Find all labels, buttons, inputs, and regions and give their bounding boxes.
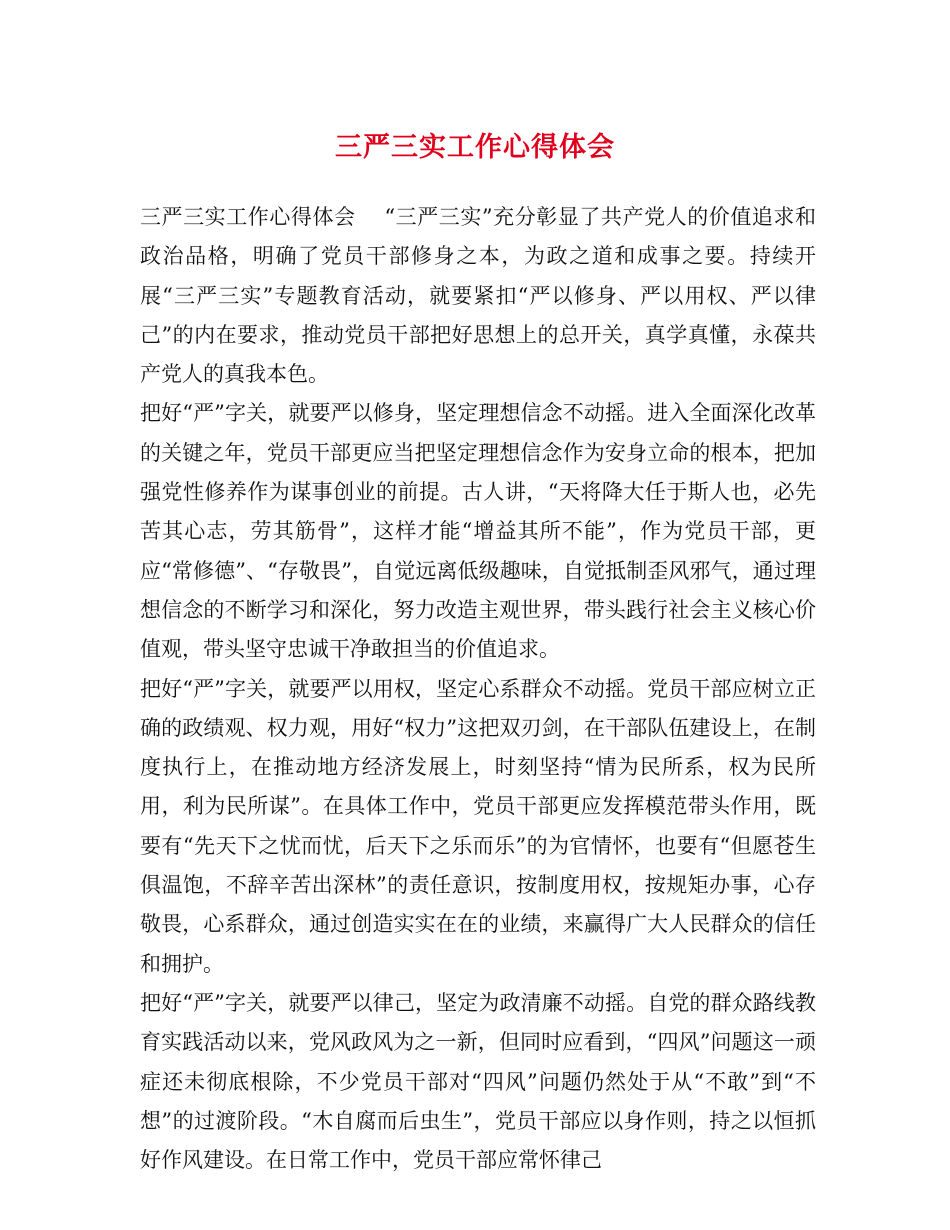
paragraph-self-discipline: 把好“严”字关，就要严以律己，坚定为政清廉不动摇。自党的群众路线教育实践活动以来，党风政风为之一新，但同时应看到，“四风”问题这一顽症还未彻底根除，不少党员干部对“四风”问题仍然处于从“不敢”到“不想”的过渡阶段。“木自腐而后虫生”，党员干部应以身作则，持之以恒抓好作风建设。在日常工作中，党员干部应常怀律己 [140, 990, 816, 1173]
document-body [140, 198, 816, 1180]
paragraph-intro: 三严三实工作心得体会 “三严三实”充分彰显了共产党人的价值追求和政治品格，明确了党员干部修身之本，为政之道和成事之要。持续开展“三严三实”专题教育活动，就要紧扣“严以修身、严以用权、严以律己”的内在要求，推动党员干部把好思想上的总开关，真学真懂，永葆共产党人的真我本色。 [140, 205, 816, 387]
paragraph-self-cultivation: 把好“严”字关，就要严以修身，坚定理想信念不动摇。进入全面深化改革的关键之年，党员干部更应当把坚定理想信念作为安身立命的根本，把加强党性修养作为谋事创业的前提。古人讲，“天将降大任于斯人也，必先苦其心志，劳其筋骨”，这样才能“增益其所不能”，作为党员干部，更应“常修德”、“存敬畏”，自觉远离低级趣味，自觉抵制歪风邪气，通过理想信念的不断学习和深化，努力改造主观世界，带头践行社会主义核心价值观，带头坚守忠诚干净敢担当的价值追求。 [140, 401, 816, 662]
document-title: 三严三实工作心得体会 [335, 132, 615, 163]
paragraph-use-of-power: 把好“严”字关，就要严以用权，坚定心系群众不动摇。党员干部应树立正确的政绩观、权力观，用好“权力”这把双刃剑，在干部队伍建设上，在制度执行上，在推动地方经济发展上，时刻坚持“情为民所系，权为民所用，利为民所谋”。在具体工作中，党员干部更应发挥模范带头作用，既要有“先天下之忧而忧，后天下之乐而乐”的为官情怀，也要有“但愿苍生俱温饱，不辞辛苦出深林”的责任意识，按制度用权，按规矩办事，心存敬畏，心系群众，通过创造实实在在的业绩，来赢得广大人民群众的信任和拥护。 [140, 676, 816, 976]
